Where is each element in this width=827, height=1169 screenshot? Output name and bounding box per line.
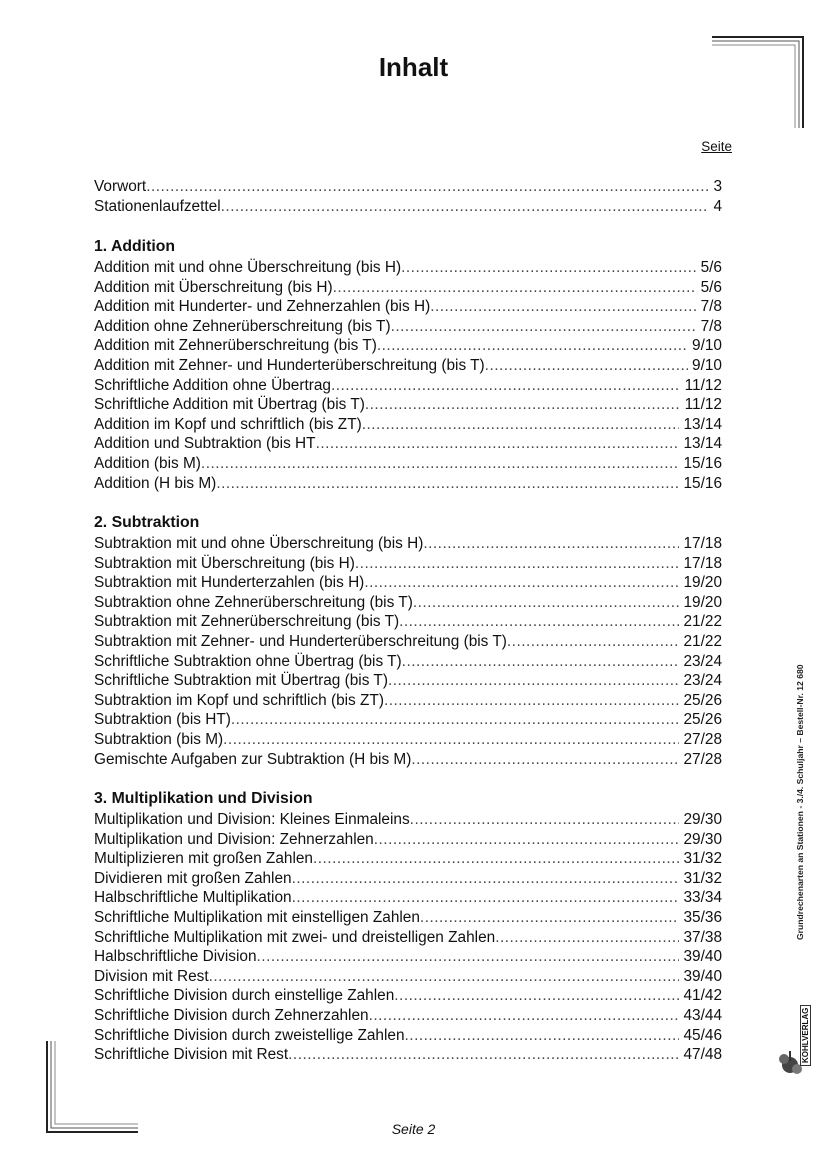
- toc-entry-page: 15/16: [683, 474, 722, 492]
- toc-entry-label: Schriftliche Addition mit Übertrag (bis T): [94, 396, 365, 414]
- toc-entry-label: Schriftliche Multiplikation mit einstelligen Zahlen: [94, 908, 420, 926]
- toc-entry: [94, 730, 722, 750]
- dot-leader: [399, 612, 679, 632]
- dot-leader: [388, 671, 680, 691]
- toc-entry: [94, 554, 722, 574]
- dot-leader: [374, 830, 680, 850]
- dot-leader: [313, 849, 680, 869]
- dot-leader: [430, 297, 696, 317]
- toc-entry-page: 27/28: [683, 730, 722, 748]
- dot-leader: [423, 534, 679, 554]
- dot-leader: [231, 710, 680, 730]
- dot-leader: [391, 317, 697, 337]
- section-heading: 2. Subtraktion: [94, 514, 200, 531]
- dot-leader: [377, 336, 688, 356]
- toc-entry: [94, 750, 722, 770]
- toc-entry-label: Halbschriftliche Division: [94, 948, 257, 966]
- toc-entry: [94, 356, 722, 376]
- dot-leader: [292, 888, 680, 908]
- toc-entry: [94, 534, 722, 554]
- dot-leader: [223, 730, 679, 750]
- toc-entry: [94, 671, 722, 691]
- toc-entry: [94, 691, 722, 711]
- toc-entry-page: 33/34: [683, 889, 722, 907]
- toc-entry: [94, 928, 722, 948]
- toc-entry-label: Schriftliche Subtraktion mit Übertrag (bis T): [94, 672, 388, 690]
- toc-entry-page: 13/14: [683, 435, 722, 453]
- toc-section-multiplikation-division: [94, 787, 722, 1065]
- toc-entry-label: Subtraktion mit Hunderterzahlen (bis H): [94, 574, 365, 592]
- toc-entry: [94, 810, 722, 830]
- toc-entry-label: Subtraktion mit und ohne Überschreitung (bis H): [94, 535, 424, 552]
- toc-entry: [94, 967, 722, 987]
- toc-entry-label: Addition mit Zehner- und Hunderterüberschreitung (bis T): [94, 356, 485, 374]
- toc-entry-page: 35/36: [683, 908, 722, 926]
- page-footer: Seite 2: [391, 1121, 436, 1137]
- toc-section-addition: [94, 235, 722, 493]
- toc-entry-page: 19/20: [683, 574, 722, 592]
- toc-entry-page: 15/16: [683, 454, 722, 472]
- toc-entry-label: Addition im Kopf und schriftlich (bis ZT): [94, 415, 362, 433]
- toc-entry-label: Subtraktion (bis M): [94, 730, 224, 748]
- toc-entry-page: 39/40: [683, 967, 722, 985]
- toc-entry: [94, 177, 722, 197]
- toc-entry-label: Schriftliche Division mit Rest: [94, 1046, 289, 1064]
- toc-entry-label: Schriftliche Division durch Zehnerzahlen: [94, 1006, 369, 1024]
- toc-entry-label: Schriftliche Division durch zweistellige Zahlen: [94, 1026, 405, 1044]
- toc-entry: [94, 434, 722, 454]
- toc-entry-label: Subtraktion ohne Zehnerüberschreitung (bis T): [94, 593, 413, 611]
- dot-leader: [216, 474, 679, 494]
- toc-entry-page: 5/6: [700, 259, 722, 276]
- toc-entry-page: 21/22: [683, 632, 722, 650]
- toc-entry: [94, 1026, 722, 1046]
- toc-entry: [94, 652, 722, 672]
- dot-leader: [362, 415, 680, 435]
- toc-entry-page: 21/22: [683, 613, 722, 631]
- dot-leader: [333, 278, 697, 298]
- toc-entry-page: 29/30: [683, 830, 722, 848]
- toc-entry: [94, 278, 722, 298]
- toc-entry: [94, 632, 722, 652]
- toc-entry-label: Subtraktion (bis HT): [94, 711, 231, 729]
- toc-entry-page: 37/38: [683, 928, 722, 946]
- dot-leader: [394, 986, 679, 1006]
- toc-entry-label: Addition (bis M): [94, 454, 201, 472]
- toc-entry-label: Addition (H bis M): [94, 474, 217, 492]
- toc-entry-page: 25/26: [683, 691, 722, 709]
- toc-entry-page: 23/24: [683, 672, 722, 690]
- toc-entry-page: 17/18: [683, 535, 722, 552]
- toc-entry-label: Subtraktion mit Überschreitung (bis H): [94, 554, 355, 572]
- toc-entry-page: 43/44: [683, 1006, 722, 1024]
- dot-leader: [221, 197, 710, 217]
- toc-entry-label: Gemischte Aufgaben zur Subtraktion (H bis M): [94, 750, 412, 768]
- toc-entry-label: Division mit Rest: [94, 967, 209, 985]
- toc-entry: [94, 297, 722, 317]
- toc-entry-label: Addition mit Überschreitung (bis H): [94, 278, 333, 296]
- toc-entry: [94, 888, 722, 908]
- dot-leader: [420, 908, 680, 928]
- toc-entry-page: 47/48: [683, 1046, 722, 1064]
- toc-entry: [94, 573, 722, 593]
- dot-leader: [257, 947, 680, 967]
- dot-leader: [331, 376, 681, 396]
- toc-entry-label: Addition mit Zehnerüberschreitung (bis T): [94, 337, 377, 355]
- toc-entry-label: Dividieren mit großen Zahlen: [94, 869, 292, 887]
- toc-entry-label: Stationenlaufzettel: [94, 197, 221, 215]
- dot-leader: [413, 593, 680, 613]
- toc-entry: [94, 258, 722, 278]
- dot-leader: [316, 434, 680, 454]
- dot-leader: [369, 1006, 680, 1026]
- toc-entry: [94, 1006, 722, 1026]
- publisher-logo-text: KOHLVERLAG: [800, 1005, 811, 1066]
- toc-entry-label: Halbschriftliche Multiplikation: [94, 889, 292, 907]
- section-heading: 1. Addition: [94, 238, 176, 255]
- toc-entry-label: Subtraktion mit Zehner- und Hunderterüberschreitung (bis T): [94, 632, 507, 650]
- toc-entry-label: Vorwort: [94, 178, 147, 195]
- toc-entry: [94, 986, 722, 1006]
- toc-entry-label: Addition mit Hunderter- und Zehnerzahlen (bis H): [94, 298, 431, 316]
- toc-entry-page: 13/14: [683, 415, 722, 433]
- toc-entry-label: Subtraktion mit Zehnerüberschreitung (bis T): [94, 613, 400, 631]
- toc-entry-page: 25/26: [683, 711, 722, 729]
- dot-leader: [209, 967, 680, 987]
- toc-entry: [94, 710, 722, 730]
- toc-entry-label: Addition mit und ohne Überschreitung (bis H): [94, 259, 402, 276]
- toc-entry-label: Multiplizieren mit großen Zahlen: [94, 850, 313, 868]
- dot-leader: [405, 1026, 680, 1046]
- dot-leader: [201, 454, 680, 474]
- toc-entry: [94, 376, 722, 396]
- toc-section-subtraktion: [94, 511, 722, 769]
- toc-entry-label: Schriftliche Multiplikation mit zwei- und dreistelligen Zahlen: [94, 928, 496, 946]
- dot-leader: [384, 691, 680, 711]
- toc-entry: [94, 474, 722, 494]
- dot-leader: [355, 554, 680, 574]
- page-column-label: Seite: [701, 139, 732, 154]
- toc-entry: [94, 197, 722, 217]
- toc-entry: [94, 612, 722, 632]
- toc-entry-page: 27/28: [683, 750, 722, 768]
- dot-leader: [365, 395, 681, 415]
- toc-entry: [94, 317, 722, 337]
- toc-entry: [94, 395, 722, 415]
- dot-leader: [495, 928, 679, 948]
- toc-entry-page: 11/12: [684, 376, 722, 394]
- dot-leader: [485, 356, 688, 376]
- toc-entry-label: Subtraktion im Kopf und schriftlich (bis ZT): [94, 691, 384, 709]
- dot-leader: [411, 750, 679, 770]
- dot-leader: [410, 810, 680, 830]
- toc-entry-label: Schriftliche Addition ohne Übertrag: [94, 376, 331, 394]
- dot-leader: [402, 652, 680, 672]
- toc-entry-page: 39/40: [683, 948, 722, 966]
- dot-leader: [401, 258, 696, 278]
- toc-entry: [94, 908, 722, 928]
- toc-entry-page: 45/46: [683, 1026, 722, 1044]
- toc-intro: [94, 177, 722, 216]
- dot-leader: [364, 573, 679, 593]
- toc-entry: [94, 849, 722, 869]
- toc-entry-page: 19/20: [683, 593, 722, 611]
- toc-entry: [94, 415, 722, 435]
- toc-entry-page: 31/32: [683, 850, 722, 868]
- dot-leader: [288, 1045, 679, 1065]
- toc-entry: [94, 454, 722, 474]
- toc-entry-label: Addition ohne Zehnerüberschreitung (bis T): [94, 317, 391, 335]
- toc-entry: [94, 830, 722, 850]
- toc-entry: [94, 869, 722, 889]
- toc-entry-page: 9/10: [692, 337, 722, 355]
- toc-entry-page: 4: [713, 197, 722, 215]
- toc-entry-page: 5/6: [700, 278, 722, 296]
- toc-entry-page: 7/8: [700, 317, 722, 335]
- toc-entry-page: 23/24: [683, 652, 722, 670]
- sidebar-order-info: Grundrechenarten an Stationen - 3./4. Schuljahr – Bestell-Nr. 12 680: [795, 664, 805, 940]
- toc-entry-page: 7/8: [700, 298, 722, 316]
- toc-entry-label: Schriftliche Subtraktion ohne Übertrag (bis T): [94, 652, 402, 670]
- toc-entry-page: 9/10: [692, 356, 722, 374]
- toc-entry-label: Addition und Subtraktion (bis HT: [94, 435, 316, 453]
- toc-entry-label: Schriftliche Division durch einstellige Zahlen: [94, 987, 395, 1005]
- toc-entry-page: 11/12: [684, 396, 722, 414]
- dot-leader: [507, 632, 680, 652]
- section-heading: 3. Multiplikation und Division: [94, 790, 313, 807]
- toc-entry-page: 29/30: [683, 811, 722, 828]
- toc-entry-label: Multiplikation und Division: Zehnerzahlen: [94, 830, 374, 848]
- toc-entry: [94, 336, 722, 356]
- toc-entry-page: 31/32: [683, 869, 722, 887]
- toc-entry-page: 41/42: [683, 987, 722, 1005]
- toc-entry-page: 17/18: [683, 554, 722, 572]
- toc-entry-label: Multiplikation und Division: Kleines Einmaleins: [94, 811, 410, 828]
- toc-entry: [94, 1045, 722, 1065]
- toc-entry-page: 3: [713, 178, 722, 195]
- toc-entry: [94, 947, 722, 967]
- page-title: Inhalt: [378, 52, 449, 82]
- toc-entry: [94, 593, 722, 613]
- dot-leader: [146, 177, 709, 197]
- dot-leader: [292, 869, 680, 889]
